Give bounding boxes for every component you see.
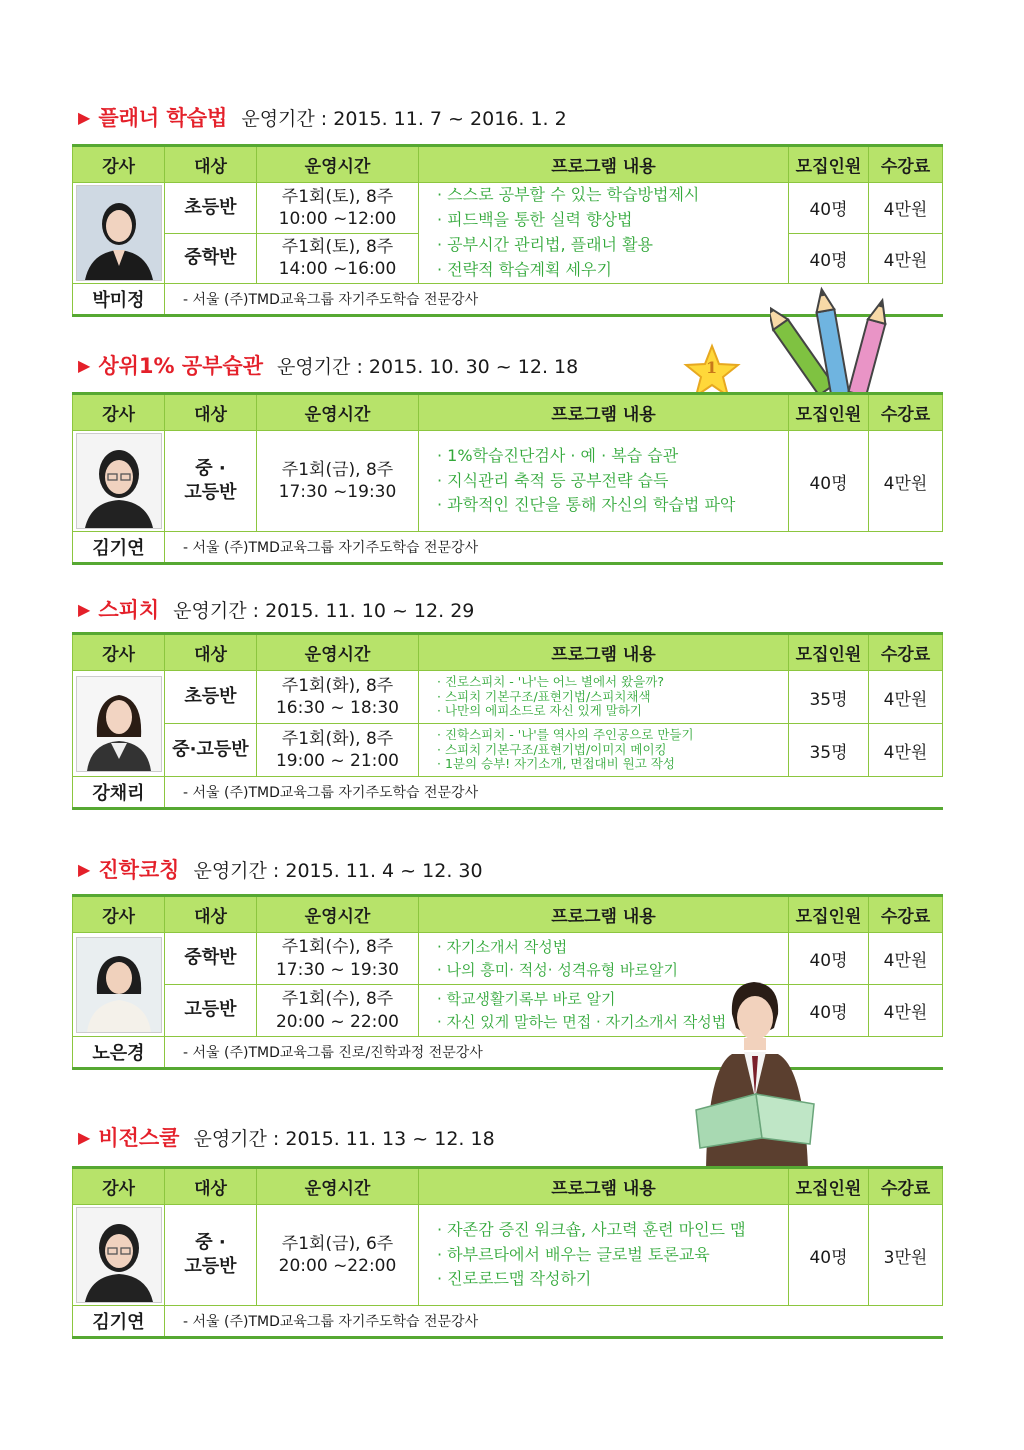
content-cell (419, 671, 789, 724)
fee-cell: 4만원 (869, 431, 943, 532)
table-row (73, 671, 943, 724)
header-fee: 수강료 (869, 1168, 943, 1205)
content-line: · 피드백을 통한 실력 향상법 (437, 210, 633, 230)
section-study-habit (72, 348, 942, 573)
header-time: 운영시간 (257, 394, 419, 431)
time-days: 주1회(수), 8주 (281, 989, 394, 1010)
teacher-photo-cell (73, 183, 165, 284)
teacher-name: 김기연 (73, 532, 165, 564)
teacher-desc: - 서울 (주)TMD교육그룹 자기주도학습 전문강사 (165, 532, 943, 564)
header-time: 운영시간 (257, 896, 419, 933)
header-target: 대상 (165, 1168, 257, 1205)
header-fee: 수강료 (869, 896, 943, 933)
capacity-cell: 35명 (789, 671, 869, 724)
table-row (73, 724, 943, 777)
target-cell: 초등반 (165, 183, 257, 234)
time-days: 주1회(화), 8주 (281, 728, 394, 749)
target-cell: 초등반 (165, 671, 257, 724)
table-header-row (73, 394, 943, 431)
target-cell: 중·고등반 (165, 724, 257, 777)
teacher-photo-cell (73, 1205, 165, 1306)
section-period: 운영기간 : 2015. 10. 30 ~ 12. 18 (277, 355, 579, 378)
fee-cell: 4만원 (869, 724, 943, 777)
section-name: 플래너 학습법 (98, 106, 228, 130)
teacher-photo (76, 433, 162, 529)
time-cell (257, 183, 419, 234)
header-teacher: 강사 (73, 1168, 165, 1205)
teacher-desc: - 서울 (주)TMD교육그룹 자기주도학습 전문강사 (165, 777, 943, 809)
header-time: 운영시간 (257, 1168, 419, 1205)
teacher-photo-cell (73, 431, 165, 532)
fee-cell: 4만원 (869, 985, 943, 1037)
content-line: · 1분의 승부! 자기소개, 면접대비 원고 작성 (437, 756, 675, 772)
teacher-photo-cell (73, 671, 165, 777)
header-capacity: 모집인원 (789, 1168, 869, 1205)
content-line: · 1%학습진단검사 · 예 · 복습 습관 (437, 445, 679, 465)
section-period: 운영기간 : 2015. 11. 10 ~ 12. 29 (173, 599, 475, 622)
triangle-bullet-icon: ▶ (78, 1127, 91, 1147)
content-line: · 과학적인 진단을 통해 자신의 학습법 파악 (437, 495, 736, 515)
teacher-name: 박미정 (73, 284, 165, 316)
content-cell (419, 431, 789, 532)
time-hours: 17:30 ~ 19:30 (275, 959, 400, 980)
time-days: 주1회(수), 8주 (281, 937, 394, 958)
teacher-row (73, 777, 943, 809)
teacher-photo (76, 185, 162, 281)
triangle-bullet-icon: ▶ (78, 107, 91, 127)
time-cell (257, 985, 419, 1037)
section-name: 비전스쿨 (98, 1126, 180, 1150)
content-line: · 나만의 에피소드로 자신 있게 말하기 (437, 703, 642, 719)
content-line: · 스스로 공부할 수 있는 학습방법제시 (437, 185, 700, 205)
fee-cell: 4만원 (869, 183, 943, 234)
time-cell (257, 431, 419, 532)
teacher-row (73, 1306, 943, 1338)
time-hours: 19:00 ~ 21:00 (275, 751, 400, 771)
time-days: 주1회(토), 8주 (281, 237, 394, 258)
teacher-desc: - 서울 (주)TMD교육그룹 진로/진학과정 전문강사 (165, 1037, 943, 1069)
content-line: · 하부르타에서 배우는 글로벌 토론교육 (437, 1244, 710, 1264)
teacher-desc: - 서울 (주)TMD교육그룹 자기주도학습 전문강사 (165, 284, 943, 316)
content-line: · 자기소개서 작성법 (437, 938, 568, 956)
time-cell (257, 933, 419, 985)
header-target: 대상 (165, 146, 257, 183)
time-days: 주1회(금), 6주 (281, 1233, 394, 1254)
capacity-cell: 40명 (789, 233, 869, 284)
header-target: 대상 (165, 634, 257, 671)
target-cell (165, 1205, 257, 1306)
section-title (78, 854, 483, 884)
header-capacity: 모집인원 (789, 394, 869, 431)
header-target: 대상 (165, 394, 257, 431)
section-period: 운영기간 : 2015. 11. 7 ~ 2016. 1. 2 (241, 107, 567, 130)
capacity-cell: 35명 (789, 724, 869, 777)
content-line: · 자존감 증진 워크숍, 사고력 훈련 마인드 맵 (437, 1219, 746, 1239)
content-cell (419, 1205, 789, 1306)
content-line: · 스피치 기본구조/표현기법/스피치채색 (437, 688, 651, 704)
content-line: · 진로로드맵 작성하기 (437, 1269, 592, 1289)
content-cell (419, 183, 789, 284)
fee-cell: 4만원 (869, 233, 943, 284)
table-row (73, 183, 943, 234)
table-row (73, 431, 943, 532)
header-teacher: 강사 (73, 634, 165, 671)
header-content: 프로그램 내용 (419, 1168, 789, 1205)
program-table (72, 392, 943, 565)
target-cell: 중학반 (165, 233, 257, 284)
header-fee: 수강료 (869, 634, 943, 671)
header-capacity: 모집인원 (789, 896, 869, 933)
header-content: 프로그램 내용 (419, 634, 789, 671)
teacher-row (73, 532, 943, 564)
table-row (73, 1205, 943, 1306)
content-line: · 나의 흥미· 적성· 성격유형 바로알기 (437, 960, 679, 979)
capacity-cell: 40명 (789, 183, 869, 234)
header-time: 운영시간 (257, 634, 419, 671)
header-capacity: 모집인원 (789, 634, 869, 671)
section-period: 운영기간 : 2015. 11. 4 ~ 12. 30 (193, 859, 483, 882)
header-teacher: 강사 (73, 394, 165, 431)
content-cell (419, 724, 789, 777)
header-capacity: 모집인원 (789, 146, 869, 183)
time-hours: 20:00 ~ 22:00 (275, 1011, 400, 1032)
header-teacher: 강사 (73, 146, 165, 183)
section-name: 상위1% 공부습관 (98, 354, 263, 378)
triangle-bullet-icon: ▶ (78, 355, 91, 375)
capacity-cell: 40명 (789, 431, 869, 532)
target-cell: 중학반 (165, 933, 257, 985)
section-name: 진학코칭 (98, 858, 180, 882)
content-line: · 지식관리 축적 등 공부전략 습득 (437, 470, 669, 490)
time-cell (257, 671, 419, 724)
content-line: · 자신 있게 말하는 면접 · 자기소개서 작성법 (437, 1012, 727, 1031)
section-title (78, 594, 474, 624)
section-title (78, 102, 567, 132)
fee-cell: 4만원 (869, 933, 943, 985)
table-row (73, 933, 943, 985)
target-line: 고등반 (184, 1256, 237, 1277)
triangle-bullet-icon: ▶ (78, 599, 91, 619)
capacity-cell: 40명 (789, 933, 869, 985)
content-line: · 전략적 학습계획 세우기 (437, 259, 612, 279)
time-hours: 14:00 ~16:00 (278, 259, 397, 280)
content-line: · 진로스피치 - '나'는 어느 별에서 왔을까? (437, 673, 664, 689)
section-vision-school (72, 1120, 942, 1350)
teacher-name: 노은경 (73, 1037, 165, 1069)
header-fee: 수강료 (869, 394, 943, 431)
time-cell (257, 1205, 419, 1306)
time-hours: 17:30 ~19:30 (278, 482, 397, 502)
program-table (72, 632, 943, 810)
time-days: 주1회(금), 8주 (281, 459, 394, 480)
teacher-photo (76, 676, 162, 772)
capacity-cell: 40명 (789, 985, 869, 1037)
teacher-photo-cell (73, 933, 165, 1037)
target-line: 중 · (195, 1231, 226, 1253)
target-cell: 고등반 (165, 985, 257, 1037)
section-name: 스피치 (98, 598, 160, 622)
time-days: 주1회(화), 8주 (281, 675, 394, 696)
teacher-desc: - 서울 (주)TMD교육그룹 자기주도학습 전문강사 (165, 1306, 943, 1338)
content-line: · 스피치 기본구조/표현기법/이미지 메이킹 (437, 741, 667, 757)
table-header-row (73, 146, 943, 183)
section-title (78, 350, 578, 380)
section-period: 운영기간 : 2015. 11. 13 ~ 12. 18 (193, 1127, 495, 1150)
section-speech (72, 592, 942, 827)
fee-cell: 4만원 (869, 671, 943, 724)
header-target: 대상 (165, 896, 257, 933)
content-line: · 진학스피치 - '나'를 역사의 주인공으로 만들기 (437, 726, 694, 742)
target-line: 중 · (195, 457, 226, 479)
time-hours: 10:00 ~12:00 (278, 208, 397, 229)
time-days: 주1회(토), 8주 (281, 186, 394, 207)
triangle-bullet-icon: ▶ (78, 859, 91, 879)
star-number: 1 (706, 358, 718, 377)
program-table (72, 1166, 943, 1339)
content-line: · 공부시간 관리법, 플래너 활용 (437, 235, 653, 254)
teacher-name: 김기연 (73, 1306, 165, 1338)
fee-cell: 3만원 (869, 1205, 943, 1306)
header-teacher: 강사 (73, 896, 165, 933)
content-line: · 학교생활기록부 바로 알기 (437, 990, 616, 1008)
capacity-cell: 40명 (789, 1205, 869, 1306)
teacher-name: 강채리 (73, 777, 165, 809)
target-cell (165, 431, 257, 532)
header-content: 프로그램 내용 (419, 146, 789, 183)
header-time: 운영시간 (257, 146, 419, 183)
content-cell (419, 933, 789, 985)
header-fee: 수강료 (869, 146, 943, 183)
time-cell (257, 233, 419, 284)
table-header-row (73, 634, 943, 671)
time-hours: 16:30 ~ 18:30 (275, 698, 400, 718)
teacher-photo (76, 937, 162, 1033)
header-content: 프로그램 내용 (419, 394, 789, 431)
time-hours: 20:00 ~22:00 (278, 1256, 397, 1276)
time-cell (257, 724, 419, 777)
table-header-row (73, 896, 943, 933)
header-content: 프로그램 내용 (419, 896, 789, 933)
target-line: 고등반 (184, 482, 237, 503)
teacher-photo (76, 1207, 162, 1303)
section-title (78, 1122, 495, 1152)
table-header-row (73, 1168, 943, 1205)
